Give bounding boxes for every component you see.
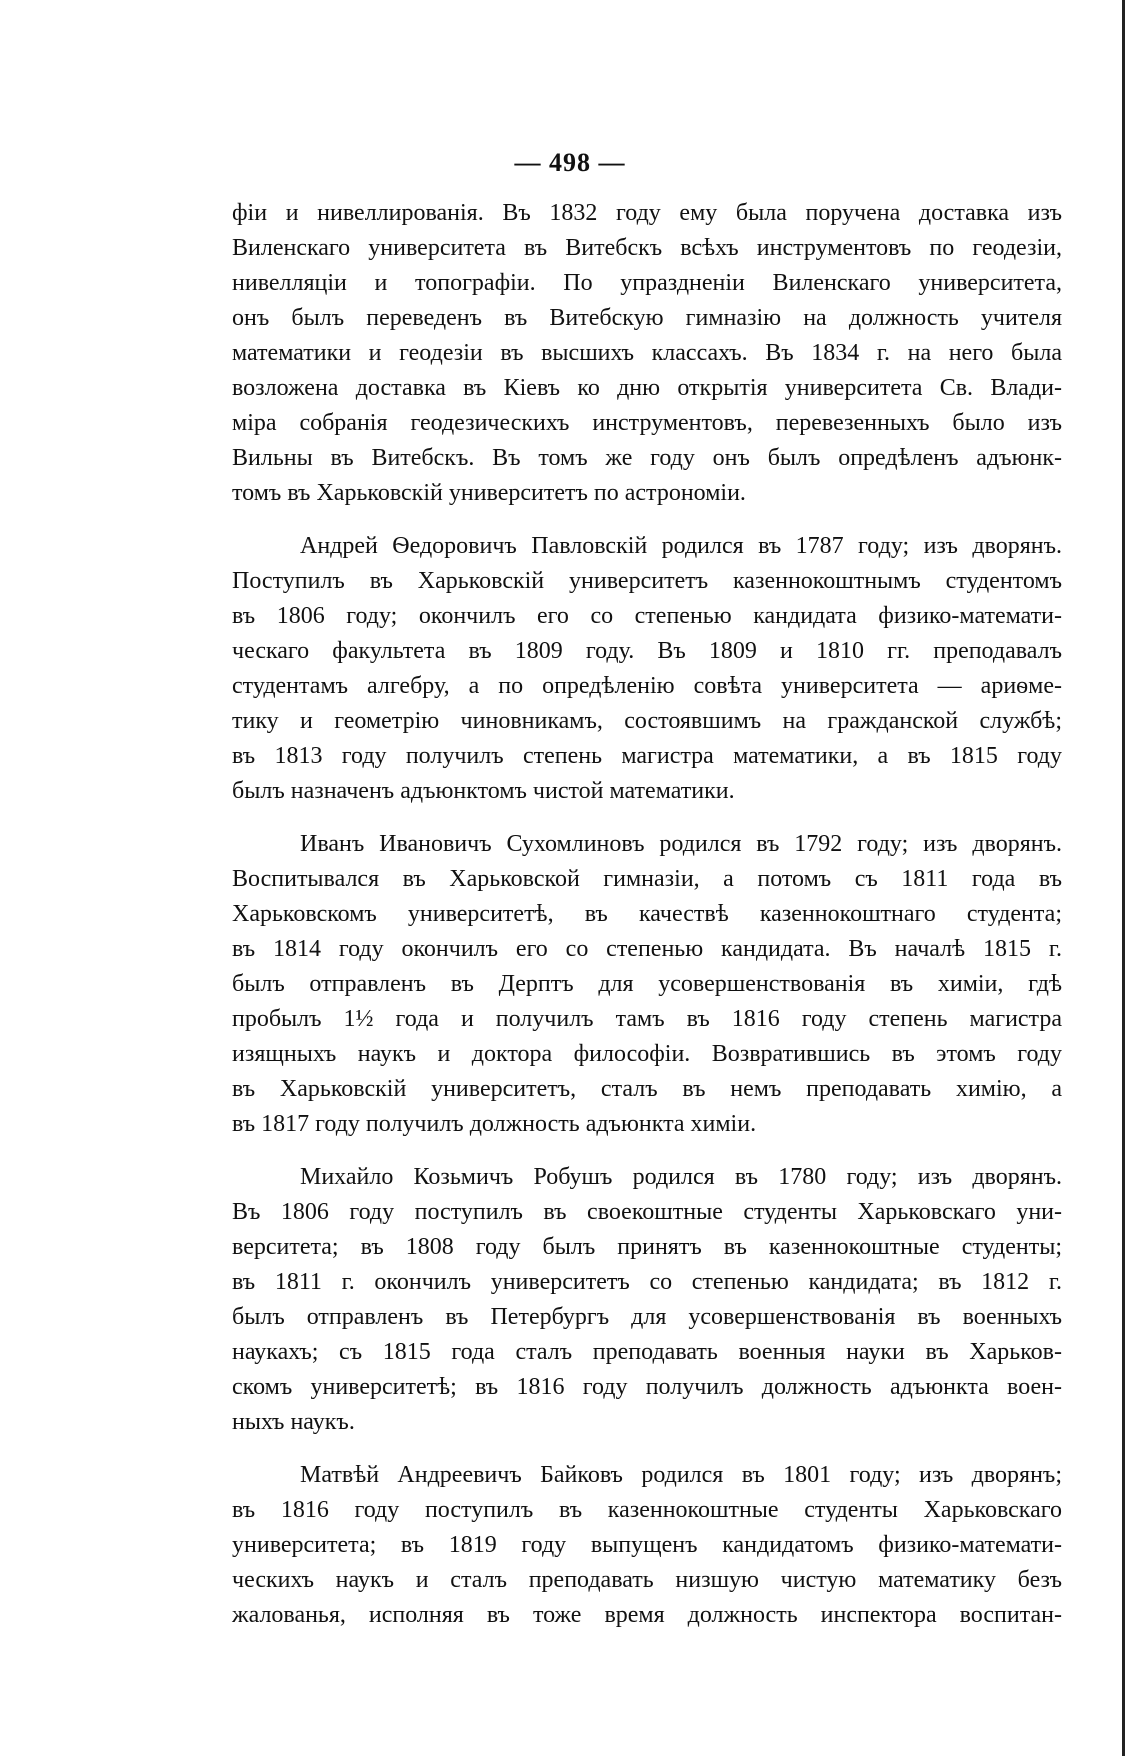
text-line: Харьковскомъ университетѣ, въ качествѣ казеннокоштнаго студента; bbox=[232, 901, 1062, 927]
text-line: былъ отправленъ въ Дерптъ для усовершенствованія въ химіи, гдѣ bbox=[232, 971, 1062, 997]
paragraph-1 bbox=[232, 196, 1062, 511]
text-line: въ 1814 году окончилъ его со степенью кандидата. Въ началѣ 1815 г. bbox=[232, 936, 1062, 962]
text-line: въ 1813 году получилъ степень магистра математики, а въ 1815 году bbox=[232, 743, 1062, 769]
text-line: въ 1817 году получилъ должность адъюнкта химіи. bbox=[232, 1111, 757, 1137]
text-line: тику и геометрію чиновникамъ, состоявшимъ на гражданской службѣ; bbox=[232, 708, 1062, 734]
text-line: въ Харьковскій университетъ, сталъ въ немъ преподавать химію, а bbox=[232, 1076, 1062, 1102]
body-text bbox=[232, 196, 1062, 1651]
text-line: Поступилъ въ Харьковскій университетъ казеннокоштнымъ студентомъ bbox=[232, 568, 1062, 594]
text-line: нивелляціи и топографіи. По упраздненіи Виленскаго университета, bbox=[232, 270, 1062, 296]
text-line: наукахъ; съ 1815 года сталъ преподавать военныя науки въ Харьков- bbox=[232, 1339, 1062, 1365]
text-line: скомъ университетѣ; въ 1816 году получилъ должность адъюнкта воен- bbox=[232, 1374, 1062, 1400]
text-line: изящныхъ наукъ и доктора философіи. Возвратившись въ этомъ году bbox=[232, 1041, 1062, 1067]
text-line: возложена доставка въ Кіевъ ко дню открытія университета Св. Влади- bbox=[232, 375, 1062, 401]
text-line: ческаго факультета въ 1809 году. Въ 1809 и 1810 гг. преподавалъ bbox=[232, 638, 1062, 664]
paragraph-3 bbox=[232, 827, 1062, 1142]
text-line: математики и геодезіи въ высшихъ классахъ. Въ 1834 г. на него была bbox=[232, 340, 1062, 366]
text-line: пробылъ 1½ года и получилъ тамъ въ 1816 году степень магистра bbox=[232, 1006, 1062, 1032]
text-line: университета; въ 1819 году выпущенъ кандидатомъ физико-математи- bbox=[232, 1532, 1062, 1558]
page-number: — 498 — bbox=[514, 148, 626, 177]
text-line: въ 1806 году; окончилъ его со степенью кандидата физико-математи- bbox=[232, 603, 1062, 629]
text-line: Виленскаго университета въ Витебскъ всѣхъ инструментовъ по геодезіи, bbox=[232, 235, 1062, 261]
text-line: міра собранія геодезическихъ инструментовъ, перевезенныхъ было изъ bbox=[232, 410, 1062, 436]
text-line: въ 1811 г. окончилъ университетъ со степенью кандидата; въ 1812 г. bbox=[232, 1269, 1062, 1295]
text-line: ныхъ наукъ. bbox=[232, 1409, 355, 1435]
text-line: студентамъ алгебру, а по опредѣленію совѣта университета — ариѳме- bbox=[232, 673, 1062, 699]
text-line: жалованья, исполняя въ тоже время должность инспектора воспитан- bbox=[232, 1602, 1062, 1628]
text-line: Вильны въ Витебскъ. Въ томъ же году онъ былъ опредѣленъ адъюнк- bbox=[232, 445, 1062, 471]
text-line: Иванъ Ивановичъ Сухомлиновъ родился въ 1792 году; изъ дворянъ. bbox=[300, 831, 1062, 857]
text-line: фіи и нивеллированія. Въ 1832 году ему была поручена доставка изъ bbox=[232, 200, 1062, 226]
paragraph-4 bbox=[232, 1160, 1062, 1440]
text-line: въ 1816 году поступилъ въ казеннокоштные студенты Харьковскаго bbox=[232, 1497, 1062, 1523]
text-line: былъ назначенъ адъюнктомъ чистой математики. bbox=[232, 778, 735, 804]
text-line: Михайло Козьмичъ Робушъ родился въ 1780 году; изъ дворянъ. bbox=[300, 1164, 1062, 1190]
text-line: былъ отправленъ въ Петербургъ для усовершенствованія въ военныхъ bbox=[232, 1304, 1062, 1330]
text-line: Андрей Ѳедоровичъ Павловскій родился въ 1787 году; изъ дворянъ. bbox=[300, 533, 1062, 559]
text-line: верситета; въ 1808 году былъ принятъ въ казеннокоштные студенты; bbox=[232, 1234, 1062, 1260]
text-line: Матвѣй Андреевичъ Байковъ родился въ 1801 году; изъ дворянъ; bbox=[300, 1462, 1062, 1488]
text-line: томъ въ Харьковскій университетъ по астрономіи. bbox=[232, 480, 746, 506]
paragraph-2 bbox=[232, 529, 1062, 809]
paragraph-5 bbox=[232, 1458, 1062, 1633]
page-edge-divider bbox=[1122, 0, 1125, 1756]
text-line: Воспитывался въ Харьковской гимназіи, а потомъ съ 1811 года въ bbox=[232, 866, 1062, 892]
text-line: Въ 1806 году поступилъ въ своекоштные студенты Харьковскаго уни- bbox=[232, 1199, 1062, 1225]
text-line: онъ былъ переведенъ въ Витебскую гимназію на должность учителя bbox=[232, 305, 1062, 331]
text-line: ческихъ наукъ и сталъ преподавать низшую чистую математику безъ bbox=[232, 1567, 1062, 1593]
